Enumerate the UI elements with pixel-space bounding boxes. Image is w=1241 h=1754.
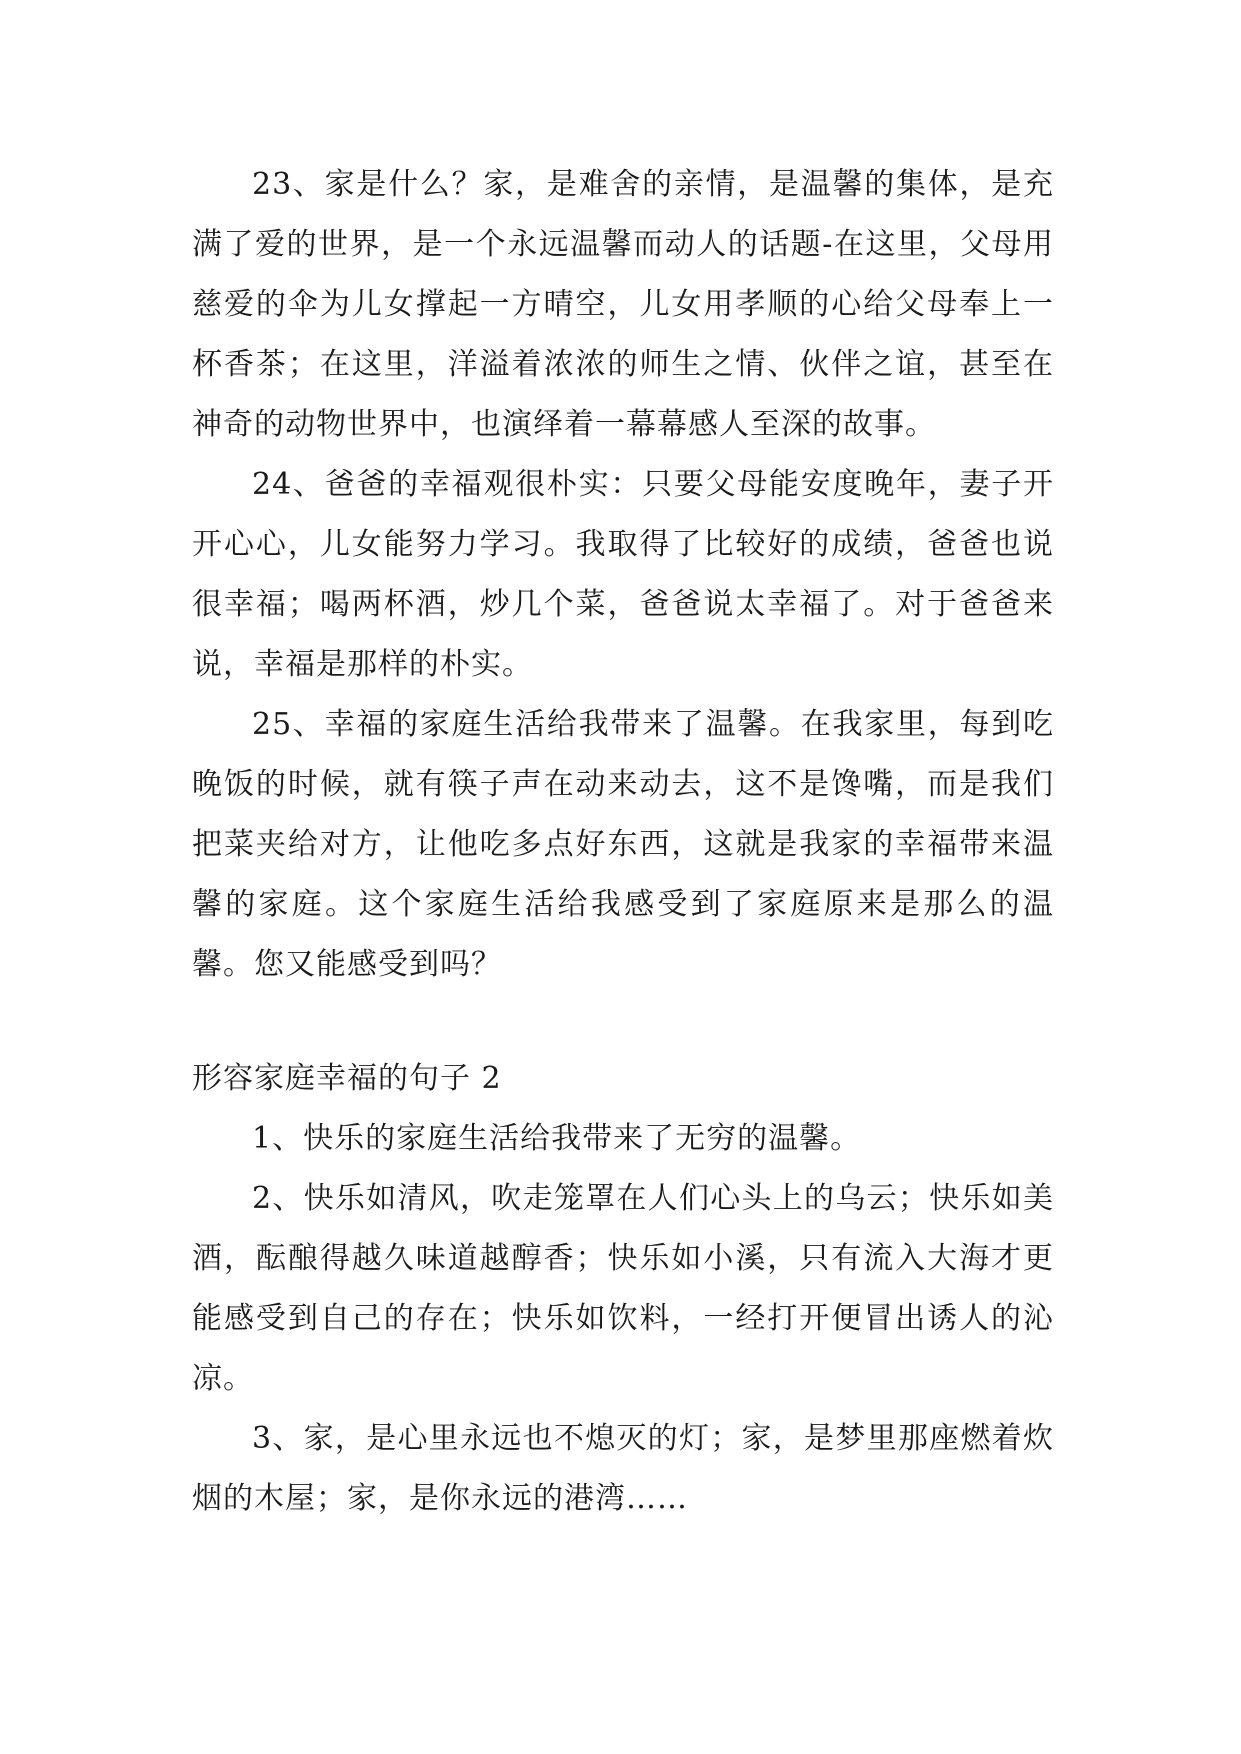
- paragraph-23: 23、家是什么？家，是难舍的亲情，是温馨的集体，是充满了爱的世界，是一个永远温馨而动人的话题-在这里，父母用慈爱的伞为儿女撑起一方晴空，儿女用孝顺的心给父母奉上一杯香茶；在这里，洋溢着浓浓的师生之情、伙伴之谊，甚至在神奇的动物世界中，也演绎着一幕幕感人至深的故事。: [192, 167, 1054, 442]
- paragraph-24: 24、爸爸的幸福观很朴实：只要父母能安度晚年，妻子开开心心，儿女能努力学习。我取得了比较好的成绩，爸爸也说很幸福；喝两杯酒，炒几个菜，爸爸说太幸福了。对于爸爸来说，幸福是那样的朴实。: [192, 467, 1054, 682]
- section-spacer: [192, 995, 1054, 1049]
- paragraph-1: 1、快乐的家庭生活给我带来了无穷的温馨。: [252, 1121, 862, 1156]
- paragraph-25: 25、幸福的家庭生活给我带来了温馨。在我家里，每到吃晚饭的时候，就有筷子声在动来动去，这不是馋嘴，而是我们把菜夹给对方，让他吃多点好东西，这就是我家的幸福带来温馨的家庭。这个家庭生活给我感受到了家庭原来是那么的温馨。您又能感受到吗？: [192, 707, 1054, 982]
- paragraph-2: 2、快乐如清风，吹走笼罩在人们心头上的乌云；快乐如美酒，酝酿得越久味道越醇香；快乐如小溪，只有流入大海才更能感受到自己的存在；快乐如饮料，一经打开便冒出诱人的沁凉。: [192, 1181, 1054, 1396]
- document-page: [192, 155, 1054, 1529]
- section-heading: 形容家庭幸福的句子 2: [192, 1061, 502, 1096]
- paragraph-3: 3、家，是心里永远也不熄灭的灯；家，是梦里那座燃着炊烟的木屋；家，是你永远的港湾……: [192, 1421, 1054, 1516]
